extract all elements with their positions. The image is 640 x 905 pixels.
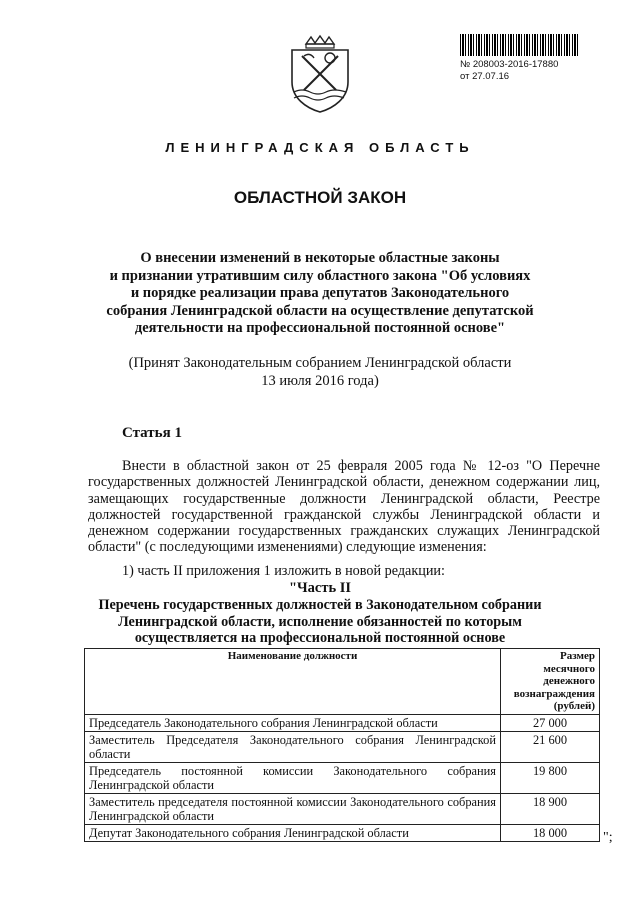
header-position-name: Наименование должности [85,649,501,715]
position-name: Заместитель председателя постоянной комиссии Законодательного собрания Ленинградской области [85,793,501,824]
position-name: Председатель Законодательного собрания Ленинградской области [85,714,501,731]
positions-table [84,648,600,842]
law-type-heading: ОБЛАСТНОЙ ЗАКОН [233,188,407,207]
barcode [460,34,578,56]
adoption-line: (Принят Законодательным собранием Ленинградской области [128,355,512,371]
article-text: Внести в областной закон от 25 февраля 2005 года № 12-оз "О Перечне государственных должностей Ленинградской области, денежном содержании лиц, замещающих государственные должности Ленинградской области, Реестре должностей государственной гражданской службы Ленинградской области и денежном содержании государственных гражданских служащих Ленинградской области" (с последующими изменениями) следующие изменения: [88,458,600,556]
list-title-line: Перечень государственных должностей в Законодательном собрании [98,597,542,613]
salary-amount: 27 000 [501,714,600,731]
list-title [80,597,560,647]
header-amount-line: (рублей) [553,700,595,712]
subject-line: и порядке реализации права депутатов Законодательного [130,285,510,301]
subject-line: собрания Ленинградской области на осуществление депутатской [106,302,534,319]
position-name: Депутат Законодательного собрания Ленинградской области [85,824,501,841]
subject-line: и признании утратившим силу областного закона "Об условиях [109,267,531,284]
header-amount-line: вознаграждения [513,687,595,700]
coat-of-arms-icon [284,34,356,114]
list-title-line: осуществляется на профессиональной постоянной основе [134,630,506,646]
region-heading: ЛЕНИНГРАДСКАЯ ОБЛАСТЬ [165,140,475,155]
position-name: Заместитель Председателя Законодательного собрания Ленинградской области [85,731,501,762]
list-title-line: Ленинградской области, исполнение обязанностей по которым [118,613,522,630]
subject-line: деятельности на профессиональной постоянной основе" [134,320,506,336]
table-row [85,793,600,824]
closing-quote: "; [603,830,613,845]
part-title: "Часть II [288,580,352,596]
subject-line: О внесении изменений в некоторые областные законы [140,250,500,266]
salary-amount: 18 900 [501,793,600,824]
salary-amount: 21 600 [501,731,600,762]
header-amount-line: денежного [543,675,595,687]
table-row [85,731,600,762]
table-row [85,714,600,731]
law-subject [60,250,580,338]
adoption-line: 13 июля 2016 года) [261,372,379,389]
header-amount-line: Размер [560,650,595,662]
article-title: Статья 1 [122,425,182,441]
header-salary-amount [501,649,600,715]
header-amount-line: месячного [543,662,595,675]
registration-info [460,59,558,83]
registration-number: № 208003-2016-17880 [460,59,559,70]
position-name: Председатель постоянной комиссии Законодательного собрания Ленинградской области [85,762,501,793]
article-paragraph [88,458,600,556]
table-row [85,824,600,841]
registration-date: от 27.07.16 [460,71,510,82]
salary-amount: 18 000 [501,824,600,841]
salary-amount: 19 800 [501,762,600,793]
table-header-row [85,649,600,715]
amendment-item: 1) часть II приложения 1 изложить в новой редакции: [122,563,445,579]
table-row [85,762,600,793]
adoption-note [60,355,580,390]
